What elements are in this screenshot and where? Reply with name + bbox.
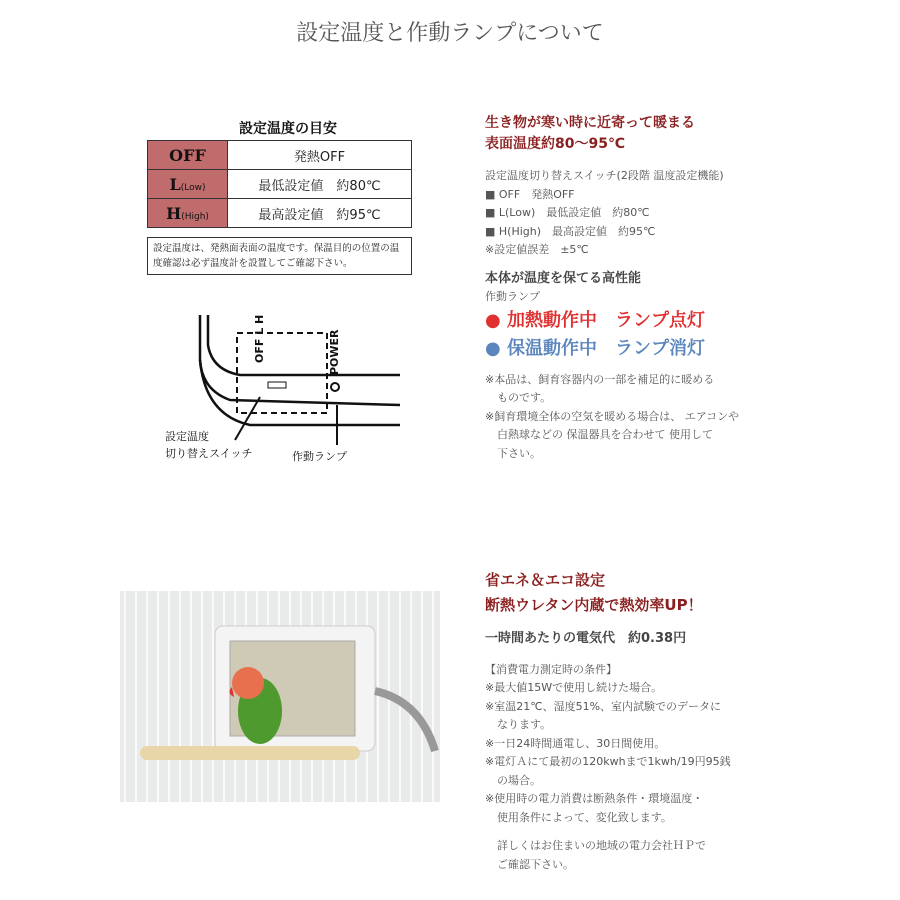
text-line: 下さい。 (497, 446, 541, 460)
text-line: ※電灯Ａにて最初の120kwhまで1kwh/19円95銭 (485, 755, 731, 768)
text-line: 【消費電力測定時の条件】 (485, 662, 617, 676)
keeping-status: ● 保温動作中 ランプ消灯 (485, 337, 705, 359)
text-line: 詳しくはお住まいの地域の電力会社ＨＰで (497, 839, 706, 852)
table-row (148, 170, 412, 199)
text-line: ものです。 (497, 391, 552, 404)
heading: 表面温度約80〜95℃ (485, 136, 625, 152)
text-line: ※使用時の電力消費は断熱条件・環境温度・ (485, 792, 704, 805)
heading: 省エネ＆エコ設定 (485, 571, 606, 589)
text-line: ご確認下さい。 (497, 857, 574, 871)
row-value: 最高設定値 約95℃ (228, 199, 412, 228)
heading: 生き物が寒い時に近寄って暖まる (485, 115, 695, 131)
section-temperature (485, 113, 785, 463)
text-line: ※一日24時間通電し、30日間使用。 (485, 736, 666, 750)
product-photo (120, 591, 440, 802)
power-label: POWER (328, 329, 341, 375)
temperature-table (147, 140, 412, 228)
heating-status: ● 加熱動作中 ランプ点灯 (485, 309, 705, 331)
section-eco (485, 568, 785, 874)
row-value: 最低設定値 約80℃ (228, 170, 412, 199)
switch-knob (268, 382, 286, 388)
row-key-sub: (Low) (180, 182, 206, 193)
heading: 断熱ウレタン内蔵で熱効率UP！ (485, 596, 703, 614)
text-line: ※室温21℃、湿度51%、室内試験でのデータに (485, 699, 722, 713)
text-line: ■ OFF 発熱OFF (485, 187, 575, 201)
text-line: の場合。 (497, 773, 541, 787)
row-key-sub: (High) (181, 211, 209, 222)
lamp-label: 作動ランプ (292, 450, 347, 463)
row-key: OFF (169, 145, 206, 165)
table-row (148, 141, 412, 170)
switch-diagram (160, 305, 420, 475)
page-title: 設定温度と作動ランプについて (296, 21, 604, 46)
text-line: ※最大値15Wで使用し続けた場合。 (485, 681, 663, 694)
text-line: 作動ランプ (485, 290, 540, 303)
text-line: ■ H(High) 最高設定値 約95℃ (485, 224, 656, 238)
text-line: ※本品は、飼育容器内の一部を補足的に暖める (485, 372, 715, 386)
table-note: 設定温度は、発熱面表面の温度です。保温目的の位置の温度確認は必ず温度計を設置してご確認下さい。 (147, 237, 412, 275)
subheading: 本体が温度を保てる高性能 (485, 270, 642, 286)
text-line: ■ L(Low) 最低設定値 約80℃ (485, 206, 650, 219)
lamp-icon (331, 383, 339, 391)
text-line: ※設定値誤差 ±5℃ (485, 243, 589, 256)
text-line: 白熱球などの 保温器具を合わせて 使用して (497, 428, 713, 441)
row-key: L (169, 174, 181, 194)
switch-label: 設定温度 (165, 430, 209, 443)
text-line: ※飼育環境全体の空気を暖める場合は、 エアコンや (485, 409, 740, 423)
cost-text: 一時間あたりの電気代 約0.38円 (485, 631, 687, 646)
table-title: 設定温度の目安 (239, 121, 337, 137)
text-line: 設定温度切り替えスイッチ(2段階 温度設定機能) (485, 169, 724, 182)
row-key: H (166, 203, 182, 223)
switch-marks: OFF L H (253, 314, 266, 363)
text-line: 使用条件によって、変化致します。 (497, 810, 672, 824)
switch-label-2: 切り替えスイッチ (165, 447, 253, 460)
table-row (148, 199, 412, 228)
text-line: なります。 (497, 718, 552, 731)
row-value: 発熱OFF (228, 141, 412, 170)
